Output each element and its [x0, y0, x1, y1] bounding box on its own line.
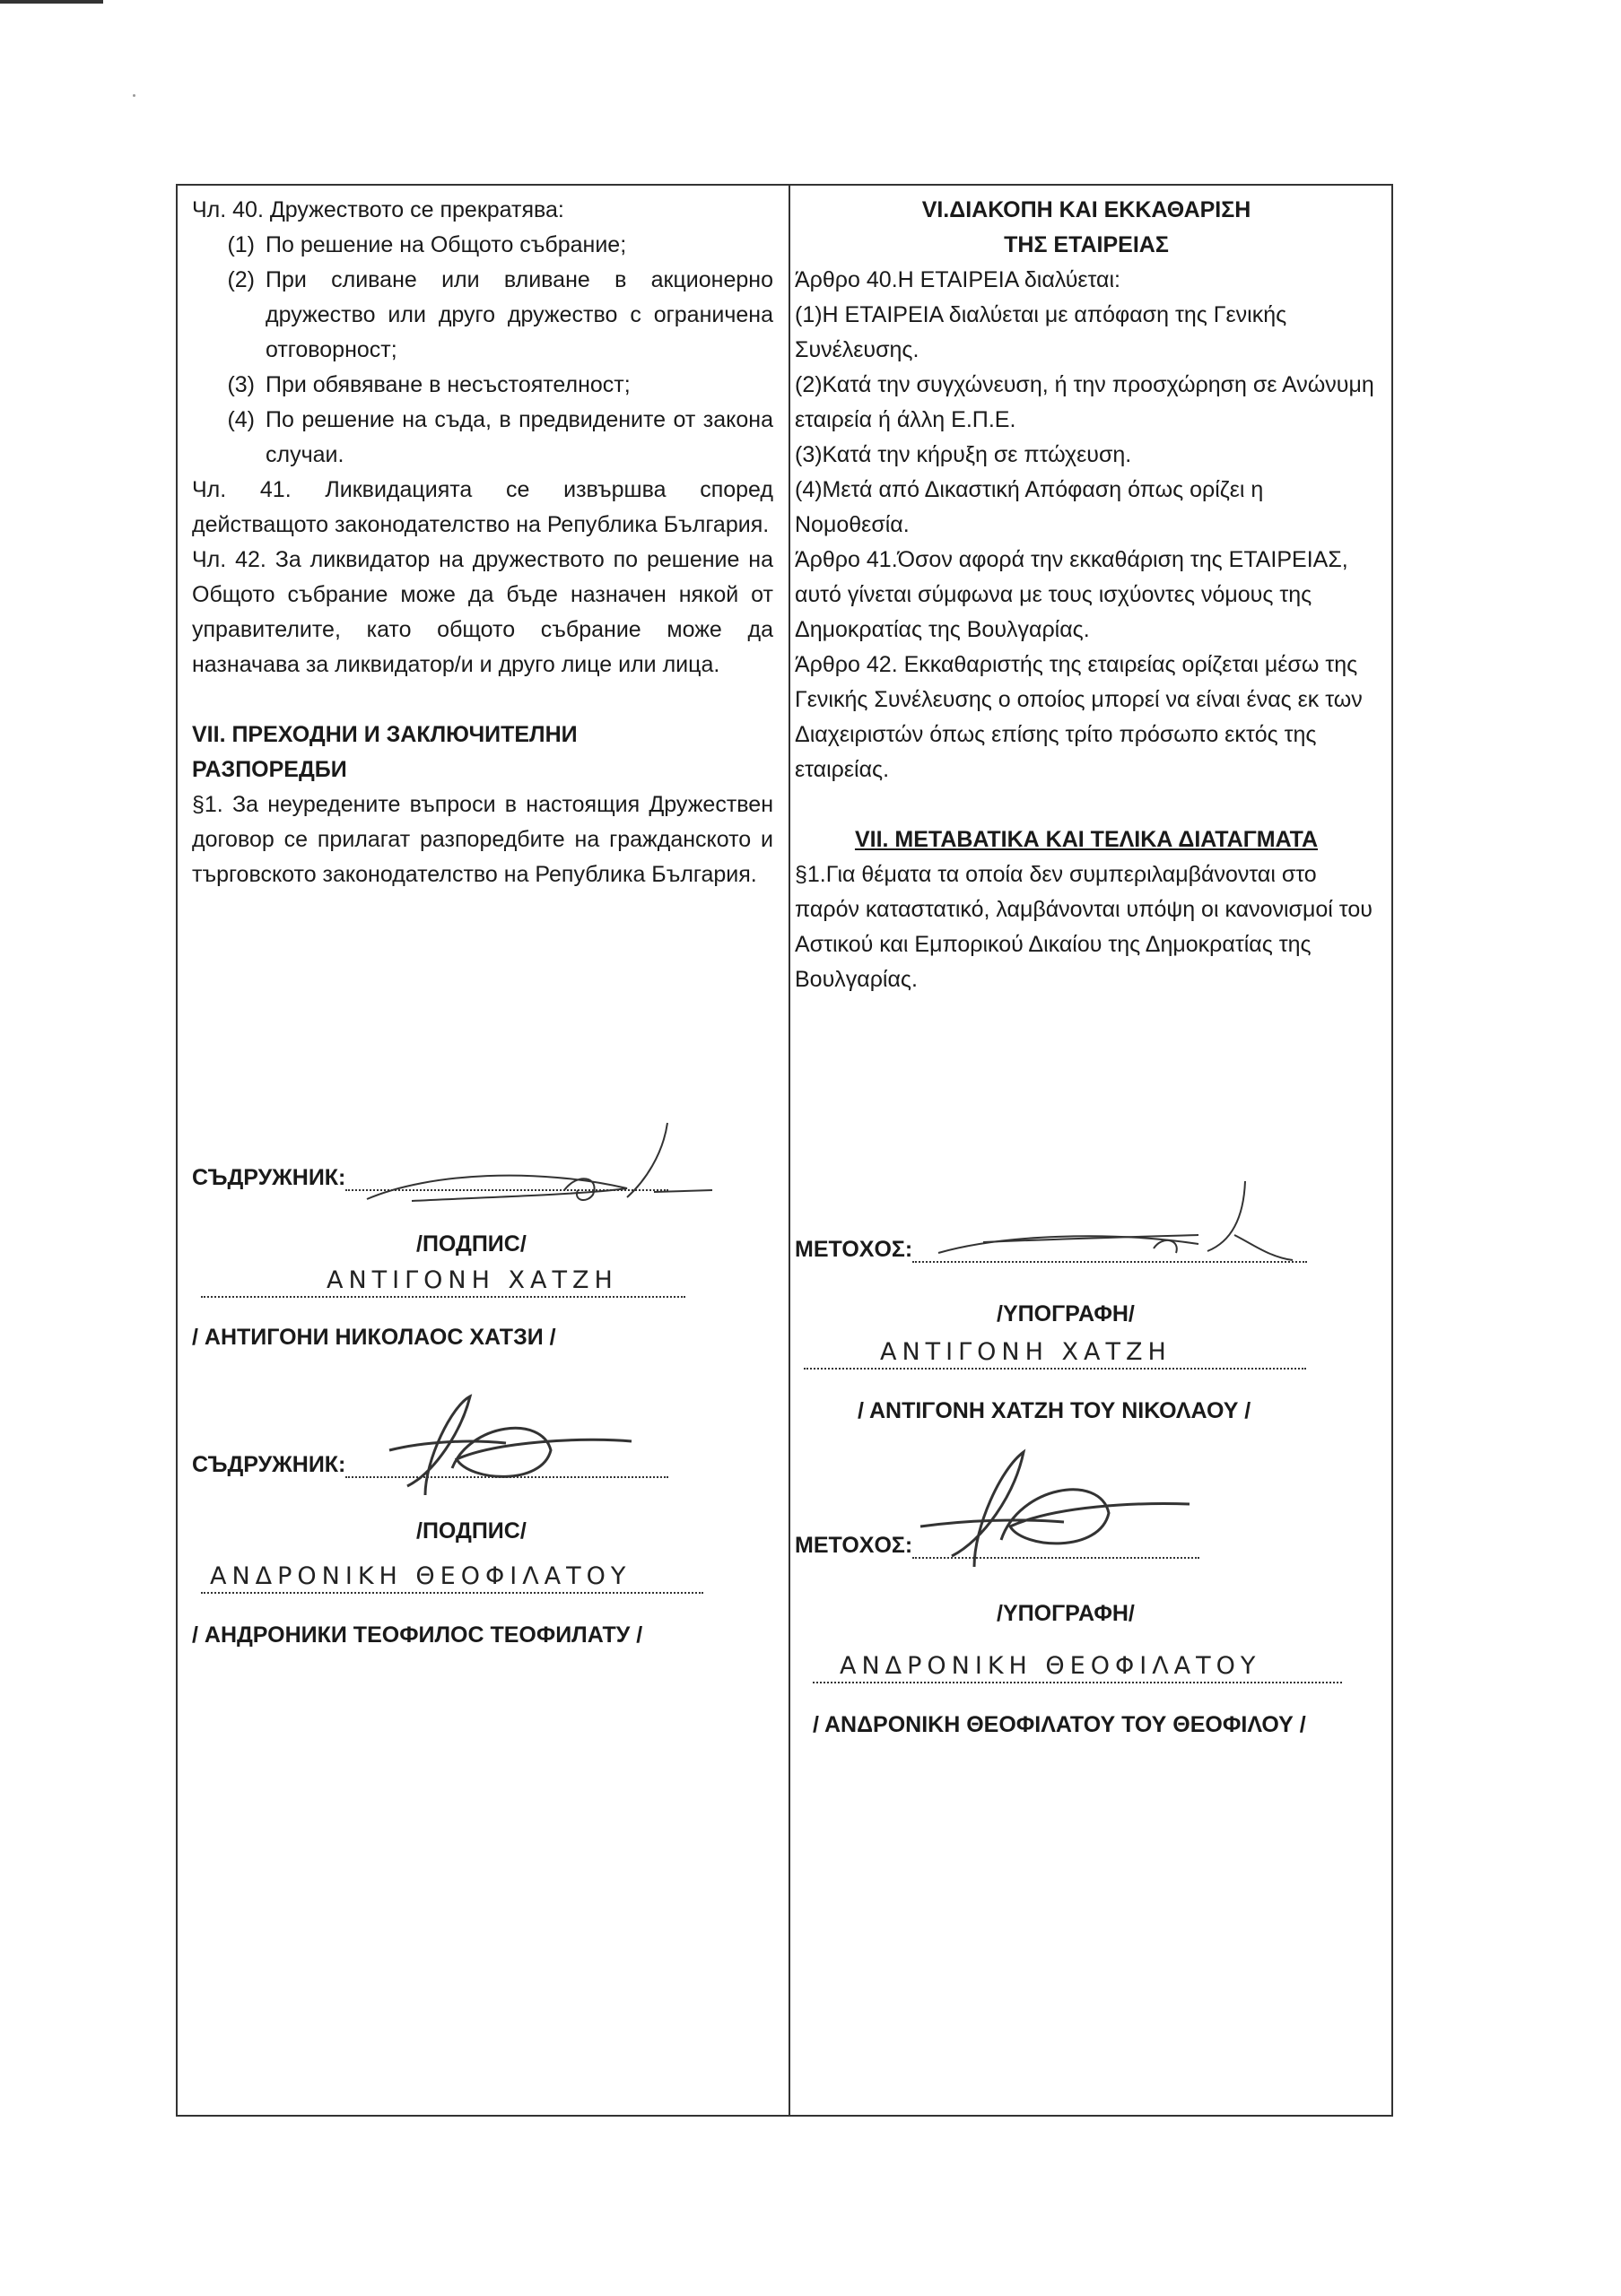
gr-section7-title: VII. ΜΕΤΑΒΑΤΙΚΑ ΚΑΙ ΤΕΛΙΚΑ ΔΙΑΤΑΓΜΑΤΑ — [854, 827, 1319, 852]
bg-art40-item-4: (4) По решение на съда, в предвидените от закона случаи. — [227, 407, 773, 467]
gr-sig2-handwritten: ΑΝΔΡΟΝΙΚΗ ΘΕΟΦΙΛΑΤΟΥ — [840, 1652, 1261, 1680]
signature-scribble-2 — [371, 1387, 658, 1504]
greek-column — [795, 193, 1378, 997]
bg-sig1-line — [192, 1165, 668, 1191]
gr-art40-3: (3)Κατά την κήρυξη σε πτώχευση. — [795, 442, 1132, 467]
scan-speck — [133, 94, 135, 97]
gr-section6-title-1: VI.ΔΙΑΚΟΠΗ ΚΑΙ ΕΚΚΑΘΑΡΙΣΗ — [921, 197, 1251, 222]
bilingual-table — [176, 184, 1393, 2117]
bg-sig2-dots — [345, 1455, 668, 1478]
bg-sig2-caption: /ПОДПИС/ — [416, 1518, 527, 1544]
bg-art40-intro: Чл. 40. Дружеството се прекратява: — [192, 197, 564, 222]
bg-sig2-name: / АНДРОНИКИ ТЕОФИЛОС ТЕОФИЛАТУ / — [192, 1622, 643, 1648]
column-divider — [789, 186, 790, 2115]
gr-sig2-name: / ΑΝΔΡΟΝΙΚΗ ΘΕΟΦΙΛΑΤΟΥ ΤΟΥ ΘΕΟΦΙΛΟΥ / — [813, 1712, 1306, 1737]
bg-art40-item-1: (1) По решение на Общото събрание; — [227, 232, 627, 257]
bg-art42: Чл. 42. За ликвидатор на дружеството по решение на Общото събрание може да бъде назначен някой от управителите, като общото събрание може да назначава за ликвидатор/и и друго лице или лица. — [192, 547, 773, 677]
bg-art40-item-3: (3) При обявяване в несъстоятелност; — [227, 372, 631, 397]
gr-art40-intro: Άρθρο 40.Η ΕΤΑΙΡΕΙΑ διαλύεται: — [795, 267, 1121, 292]
bg-signature-area — [192, 1118, 773, 1746]
gr-sig2-dots — [912, 1535, 1199, 1559]
gr-sig1-dots — [912, 1239, 1307, 1263]
bg-sig1-dots — [345, 1168, 668, 1191]
bg-sig1-label: СЪДРУЖНИК: — [192, 1165, 346, 1190]
gr-art42: Άρθρο 42. Εκκαθαριστής της εταιρείας ορίζεται μέσω της Γενικής Συνέλευσης ο οποίος μπορεί να είναι ένας εκ των Διαχειριστών όπως επίσης τρίτο πρόσωπο εκτός της εταιρείας. — [795, 652, 1363, 782]
scan-edge-line — [0, 0, 103, 4]
gr-sig1-caption: /ΥΠΟΓΡΑΦΗ/ — [997, 1301, 1135, 1326]
gr-signature-area — [795, 1163, 1378, 1845]
gr-sig1-name: / ΑΝΤΙΓΟΝΗ ΧΑΤΖΗ ΤΟΥ ΝΙΚΟΛΑΟΥ / — [858, 1398, 1251, 1423]
bg-sig1-name: / АНТИГОНИ НИКОЛАОС ХАТЗИ / — [192, 1325, 556, 1350]
bg-art40-item-2: (2) При сливане или вливане в акционерно дружество или друго дружество с ограничена отговорност; — [227, 267, 773, 362]
gr-art41: Άρθρο 41.Όσον αφορά την εκκαθάριση της ΕΤΑΙΡΕΙΑΣ, αυτό γίνεται σύμφωνα με τους ισχύοντες νόμους της Δημοκρατίας της Βουλγαρίας. — [795, 547, 1348, 642]
bg-sig1-handwritten: ΑΝΤΙΓΟΝΗ ΧΑΤΖΗ — [327, 1266, 618, 1294]
bg-sig2-label: СЪДРУЖНИК: — [192, 1452, 346, 1477]
bg-art41: Чл. 41. Ликвидацията се извършва според действащото законодателство на Република България. — [192, 477, 773, 537]
gr-sig1-label: ΜΕΤΟΧΟΣ: — [795, 1237, 913, 1262]
bg-sig2-handwritten: ΑΝΔΡΟΝΙΚΗ ΘΕΟΦΙΛΑΤΟΥ — [210, 1562, 632, 1590]
gr-sig1-handwritten: ΑΝΤΙΓΟΝΗ ΧΑΤΖΗ — [880, 1338, 1172, 1366]
gr-art40-2: (2)Κατά την συγχώνευση, ή την προσχώρηση σε Ανώνυμη εταιρεία ή άλλη Ε.Π.Ε. — [795, 372, 1374, 432]
bg-sig2-line — [192, 1452, 668, 1478]
bg-section7-title: VII. ПРЕХОДНИ И ЗАКЛЮЧИТЕЛНИ РАЗПОРЕДБИ — [192, 722, 578, 782]
gr-sig2-caption: /ΥΠΟΓΡΑΦΗ/ — [997, 1601, 1135, 1626]
bg-sig1-caption: /ПОДПИС/ — [416, 1231, 527, 1257]
bg-par1: §1. За неуредените въпроси в настоящия Дружествен договор се прилагат разпоредбите на гражданското и търговското законодателство на Република България. — [192, 792, 773, 887]
gr-sig2-label: ΜΕΤΟΧΟΣ: — [795, 1533, 913, 1558]
gr-sig2-line — [795, 1533, 1199, 1559]
gr-sig1-line — [795, 1237, 1307, 1263]
bulgarian-column — [192, 193, 773, 892]
gr-par1: §1.Για θέματα τα οποία δεν συμπεριλαμβάνονται στο παρόν καταστατικό, λαμβάνονται υπόψη οι κανονισμοί του Αστικού και Εμπορικού Δικαίου της Δημοκρατίας της Βουλγαρίας. — [795, 862, 1373, 992]
gr-art40-4: (4)Μετά από Δικαστική Απόφαση όπως ορίζει η Νομοθεσία. — [795, 477, 1264, 537]
gr-section6-title-2: ΤΗΣ ΕΤΑΙΡΕΙΑΣ — [1004, 232, 1169, 257]
gr-art40-1: (1)Η ΕΤΑΙΡΕΙΑ διαλύεται με απόφαση της Γενικής Συνέλευσης. — [795, 302, 1287, 362]
